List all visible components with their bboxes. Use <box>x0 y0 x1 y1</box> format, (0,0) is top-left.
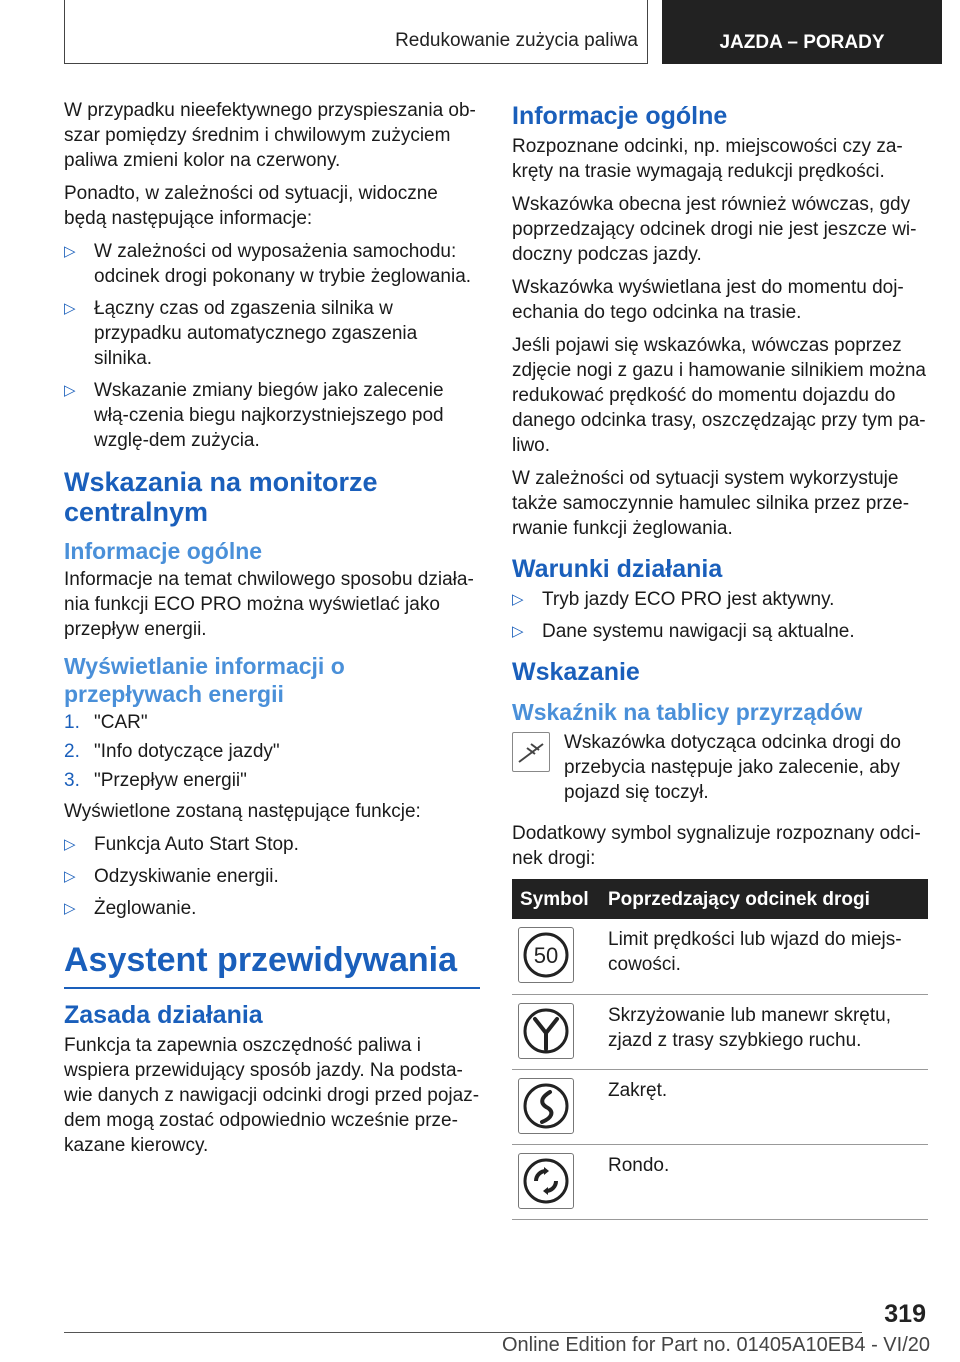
list-item: ▷ Wskazanie zmiany biegów jako zalecenie włą‐czenia biegu najkorzystniejszego pod wzglę‐dem zużycia. <box>64 378 480 453</box>
heading-monitor: Wskazania na monitorze centralnym <box>64 467 378 527</box>
paragraph: Dodatkowy symbol sygnalizuje rozpoznany odci‐nek drogi: <box>512 823 921 869</box>
paragraph: Jeśli pojawi się wskazówka, wówczas poprzez zdjęcie nogi z gazu i hamowanie silnikiem można redukować prędkość do momentu dojazdu do danego odcinka trasy, oszczędzając przy tym pa‐liwo. <box>512 335 926 456</box>
curve-icon <box>518 1078 574 1134</box>
list-item: 2. "Info dotyczące jazdy" <box>64 741 280 762</box>
bullet-list <box>64 239 480 453</box>
left-column <box>64 98 480 1166</box>
list-item: 3. "Przepływ energii" <box>64 770 247 791</box>
table-header-row <box>512 879 928 919</box>
coasting-indicator-icon <box>512 732 550 772</box>
table-cell: Skrzyżowanie lub manewr skrętu, zjazd z trasy szybkiego ruchu. <box>600 994 928 1069</box>
paragraph: Funkcja ta zapewnia oszczędność paliwa i wspiera przewidujący sposób jazdy. Na podsta‐wie danych z nawigacji odcinki drogi przed pojaz‐dem mogą zostać odpowiednio wcześnie prze‐kazane kierowcy. <box>64 1035 480 1156</box>
table-row <box>512 919 928 994</box>
paragraph: Wyświetlone zostaną następujące funkcje: <box>64 801 421 822</box>
paragraph: Ponadto, w zależności od sytuacji, widoczne będą następujące informacje: <box>64 183 438 229</box>
svg-text:50: 50 <box>533 943 559 968</box>
chapter-title: JAZDA – PORADY <box>662 0 942 64</box>
paragraph: Wskazówka wyświetlana jest do momentu doj‐echania do tego odcinka na trasie. <box>512 277 904 323</box>
heading-energy-flow: Wyświetlanie informacji o przepływach energii <box>64 653 345 707</box>
steps-list <box>64 710 480 793</box>
table-row <box>512 994 928 1069</box>
table-header: Poprzedzający odcinek drogi <box>600 879 928 919</box>
paragraph: W przypadku nieefektywnego przyspieszania ob‐szar pomiędzy średnim i chwilowym zużyciem paliwa zmieni kolor na czerwony. <box>64 100 476 171</box>
table-row <box>512 1069 928 1144</box>
roundabout-icon <box>518 1153 574 1209</box>
list-item: ▷ Łączny czas od zgaszenia silnika w przypadku automatycznego zgaszenia silnika. <box>64 296 480 371</box>
table-cell: Rondo. <box>600 1144 928 1219</box>
symbol-table <box>512 879 928 1220</box>
table-cell: Limit prędkości lub wjazd do miejs‐cowości. <box>600 919 928 994</box>
list-item: 1. "CAR" <box>64 712 148 733</box>
list-item: ▷ Dane systemu nawigacji są aktualne. <box>512 619 928 644</box>
right-column <box>512 98 928 1220</box>
list-item: ▷ Odzyskiwanie energii. <box>64 864 480 889</box>
paragraph: W zależności od sytuacji system wykorzystuje także samoczynnie hamulec silnika przez prze‐rwanie funkcji żeglowania. <box>512 468 910 539</box>
heading-assistant: Asystent przewidywania <box>64 939 480 989</box>
bullet-list <box>64 832 480 921</box>
heading-conditions: Warunki działania <box>512 555 723 583</box>
heading-display: Wskazanie <box>512 658 640 686</box>
paragraph: Wskazówka dotycząca odcinka drogi do przebycia następuje jako zalecenie, aby pojazd się toczył. <box>564 732 901 803</box>
paragraph: Rozpoznane odcinki, np. miejscowości czy za‐kręty na trasie wymagają redukcji prędkości. <box>512 136 903 182</box>
heading-info: Informacje ogólne <box>64 538 263 564</box>
page-number: 319 <box>884 1300 926 1328</box>
list-item: ▷ Tryb jazdy ECO PRO jest aktywny. <box>512 587 928 612</box>
section-title: Redukowanie zużycia paliwa <box>395 30 638 51</box>
junction-icon <box>518 1003 574 1059</box>
heading-indicator: Wskaźnik na tablicy przyrządów <box>512 699 863 725</box>
paragraph: Wskazówka obecna jest również wówczas, gdy poprzedzający odcinek drogi nie jest jeszcze wi‐doczny podczas jazdy. <box>512 194 917 265</box>
heading-general: Informacje ogólne <box>512 102 728 130</box>
heading-principle: Zasada działania <box>64 1001 263 1029</box>
paragraph: Informacje na temat chwilowego sposobu działa‐nia funkcji ECO PRO można wyświetlać jako przepływ energii. <box>64 569 474 640</box>
speed-limit-50-icon <box>518 927 574 983</box>
footer-divider <box>64 1332 862 1333</box>
list-item: ▷ Żeglowanie. <box>64 896 480 921</box>
indicator-row <box>512 728 928 813</box>
table-cell: Zakręt. <box>600 1069 928 1144</box>
conditions-list <box>512 587 928 644</box>
edition-note: Online Edition for Part no. 01405A10EB4 - VI/20 <box>501 1334 930 1356</box>
list-item: ▷ Funkcja Auto Start Stop. <box>64 832 480 857</box>
table-header: Symbol <box>512 879 600 919</box>
list-item: ▷ W zależności od wyposażenia samochodu: odcinek drogi pokonany w trybie żeglowania. <box>64 239 480 289</box>
table-row <box>512 1144 928 1219</box>
